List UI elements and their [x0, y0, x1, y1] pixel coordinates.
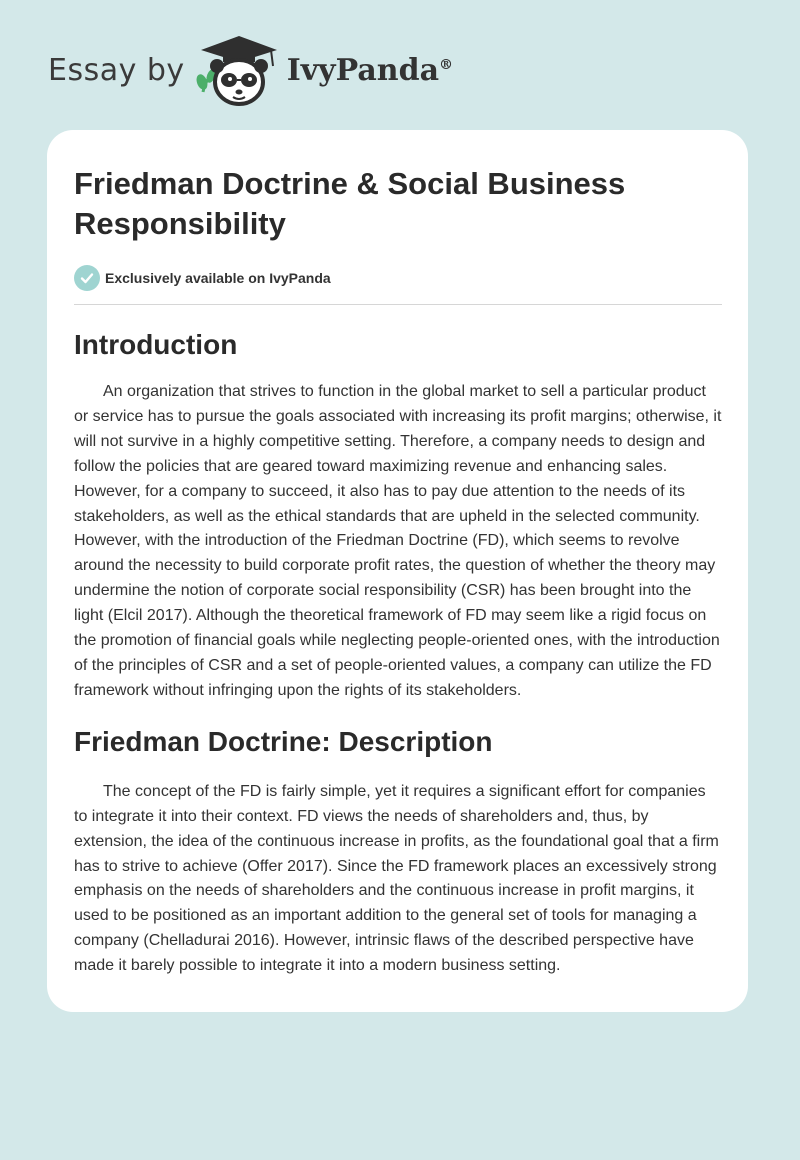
paragraph-introduction: An organization that strives to function in the global market to sell a particular product or service has to pursue the goals associated with increasing its profit margins; otherwise, it will not survive in a highly competitive setting. Therefore, a company needs to design and follow the policies that are geared toward maximizing revenue and enhancing sales. However, for a company to succeed, it also has to pay due attention to the needs of its stakeholders, as well as the ethical standards that are upheld in the selected community. However, with the introduction of the Friedman Doctrine (FD), which seems to revolve around the necessity to build corporate profit rates, the question of whether the theory may undermine the notion of corporate social responsibility (CSR) has been brought into the light (Elcil 2017). Although the theoretical framework of FD may seem like a rigid focus on the promotion of financial goals while neglecting people-oriented ones, with the introduction of the principles of CSR and a set of people-oriented values, a company can utilize the FD framework without infringing upon the rights of its stakeholders. — [74, 383, 722, 699]
essay-by-label: Essay by — [48, 52, 185, 88]
page-title: Friedman Doctrine & Social Business Responsibility — [74, 166, 626, 241]
check-icon — [74, 265, 100, 291]
registered-mark: ® — [439, 56, 454, 73]
section-heading-introduction: Introduction — [74, 329, 238, 360]
exclusive-badge — [74, 264, 722, 292]
brand-name[interactable]: IvyPanda® — [286, 52, 454, 88]
panda-logo-icon[interactable] — [193, 30, 285, 110]
exclusive-badge-label: Exclusively available on IvyPanda — [105, 270, 331, 286]
site-header — [48, 30, 453, 110]
essay-card — [47, 130, 748, 1012]
divider — [74, 304, 722, 305]
paragraph-description: The concept of the FD is fairly simple, yet it requires a significant effort for companies to integrate it into their context. FD views the needs of shareholders and, thus, by extension, the idea of the continuous increase in profits, as the foundational goal that a firm has to strive to achieve (Offer 2017). Since the FD framework places an excessively strong emphasis on the needs of shareholders and the continuous increase in profit margins, it used to be positioned as an important addition to the general set of tools for managing a company (Chelladurai 2016). However, intrinsic flaws of the described perspective have made it barely possible to integrate it into a modern business setting. — [74, 782, 719, 975]
section-heading-description: Friedman Doctrine: Description — [74, 725, 493, 757]
